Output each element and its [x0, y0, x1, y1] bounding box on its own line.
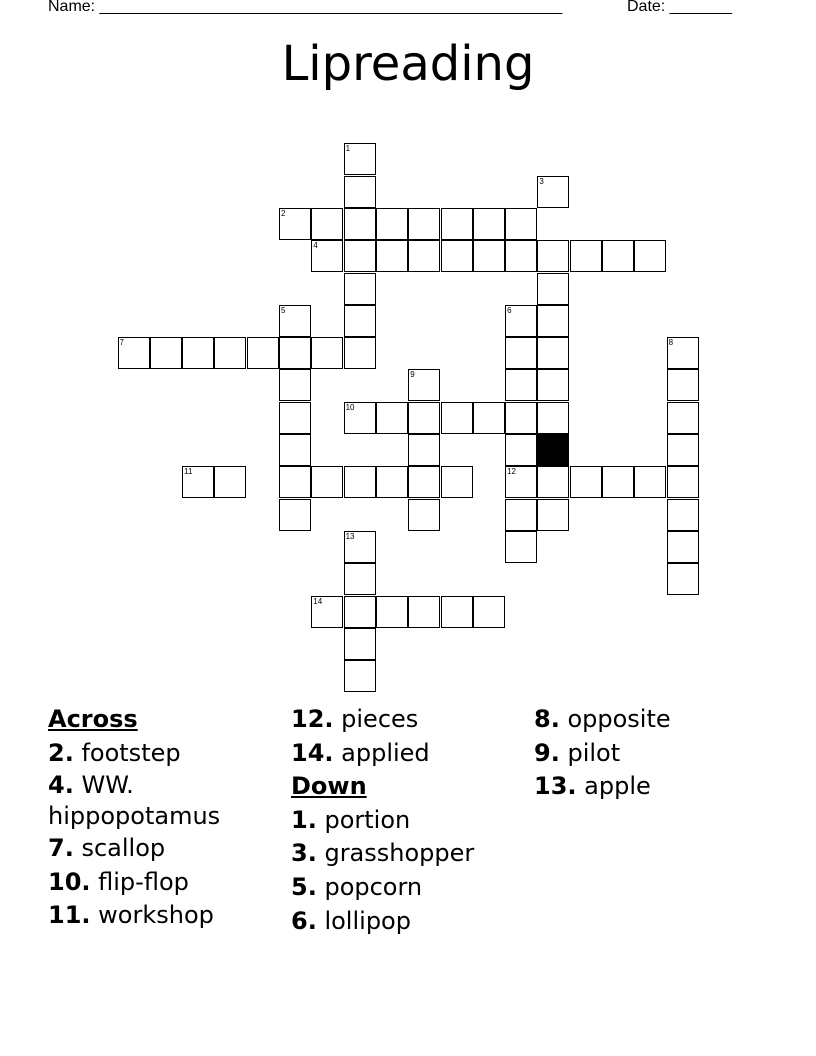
- clue-item: [291, 871, 531, 905]
- grid-cell[interactable]: [311, 466, 343, 498]
- grid-cell[interactable]: [279, 208, 311, 240]
- clue-num: 4.: [48, 771, 74, 800]
- grid-cell[interactable]: [376, 596, 408, 628]
- grid-cell[interactable]: [408, 402, 440, 434]
- grid-cell[interactable]: [441, 466, 473, 498]
- grid-cell[interactable]: [344, 176, 376, 208]
- clue-number: 10: [345, 402, 355, 412]
- grid-cell[interactable]: [441, 596, 473, 628]
- grid-cell[interactable]: [408, 369, 440, 401]
- clue-text: workshop: [90, 901, 214, 930]
- grid-cell[interactable]: [408, 240, 440, 272]
- grid-cell[interactable]: [344, 240, 376, 272]
- clue-item: [48, 899, 268, 933]
- grid-cell[interactable]: [537, 273, 569, 305]
- grid-cell[interactable]: [182, 337, 214, 369]
- clue-text: grasshopper: [316, 839, 475, 868]
- clue-num: 9.: [534, 738, 560, 767]
- grid-cell[interactable]: [150, 337, 182, 369]
- clue-text: lollipop: [316, 906, 411, 935]
- grid-cell[interactable]: [505, 305, 537, 337]
- clue-number: 5: [281, 305, 286, 315]
- grid-cell[interactable]: [505, 434, 537, 466]
- grid-cell[interactable]: [408, 596, 440, 628]
- clue-item: [534, 737, 774, 771]
- grid-cell[interactable]: [311, 596, 343, 628]
- grid-cell[interactable]: [344, 337, 376, 369]
- grid-cell[interactable]: [667, 563, 699, 595]
- grid-cell[interactable]: [473, 240, 505, 272]
- grid-cell[interactable]: [441, 240, 473, 272]
- grid-cell[interactable]: [505, 402, 537, 434]
- grid-cell[interactable]: [344, 466, 376, 498]
- clue-num: 6.: [291, 906, 317, 935]
- grid-cell[interactable]: [441, 402, 473, 434]
- grid-cell[interactable]: [667, 499, 699, 531]
- clue-item: [534, 770, 774, 804]
- grid-cell[interactable]: [279, 337, 311, 369]
- grid-cell[interactable]: [634, 240, 666, 272]
- clue-heading: Down: [291, 772, 367, 801]
- grid-cell[interactable]: [505, 499, 537, 531]
- grid-cell[interactable]: [118, 337, 150, 369]
- grid-cell[interactable]: [441, 208, 473, 240]
- grid-cell[interactable]: [408, 499, 440, 531]
- grid-cell[interactable]: [667, 466, 699, 498]
- grid-cell[interactable]: [408, 434, 440, 466]
- grid-cell[interactable]: [505, 531, 537, 563]
- clue-text: footstep: [73, 738, 181, 767]
- clue-column-1: [48, 703, 268, 933]
- clue-number: 13: [345, 531, 355, 541]
- clue-number: 4: [313, 241, 318, 251]
- clue-item: [48, 832, 268, 866]
- clue-number: 6: [507, 305, 512, 315]
- grid-cell[interactable]: [537, 240, 569, 272]
- name-field-line: Name: ____________________________________________________: [48, 0, 563, 15]
- grid-cell[interactable]: [408, 208, 440, 240]
- clue-number: 9: [410, 370, 415, 380]
- grid-cell[interactable]: [344, 208, 376, 240]
- date-field-line: Date: _______: [627, 0, 732, 15]
- grid-cell[interactable]: [505, 466, 537, 498]
- grid-cell[interactable]: [279, 499, 311, 531]
- grid-cell[interactable]: [537, 176, 569, 208]
- grid-cell[interactable]: [311, 337, 343, 369]
- grid-cell[interactable]: [537, 466, 569, 498]
- grid-cell[interactable]: [344, 143, 376, 175]
- grid-cell[interactable]: [311, 208, 343, 240]
- grid-cell[interactable]: [570, 240, 602, 272]
- grid-cell[interactable]: [376, 402, 408, 434]
- grid-cell[interactable]: [602, 466, 634, 498]
- clue-text: pieces: [333, 705, 419, 733]
- grid-cell[interactable]: [279, 402, 311, 434]
- grid-cell[interactable]: [344, 273, 376, 305]
- grid-cell[interactable]: [473, 596, 505, 628]
- clue-num: 12.: [291, 705, 334, 733]
- clue-text: popcorn: [316, 872, 423, 901]
- clue-num: 11.: [48, 901, 91, 930]
- clue-item: [48, 866, 268, 900]
- grid-cell[interactable]: [376, 466, 408, 498]
- clue-item: [291, 703, 531, 737]
- clue-item: [291, 837, 531, 871]
- clue-num: 14.: [291, 738, 334, 767]
- grid-cell[interactable]: [247, 337, 279, 369]
- grid-cell[interactable]: [570, 466, 602, 498]
- clue-number: 2: [281, 208, 286, 218]
- clue-number: 1: [345, 144, 351, 154]
- clue-item: [291, 905, 531, 939]
- grid-cell[interactable]: [505, 208, 537, 240]
- grid-cell[interactable]: [376, 208, 408, 240]
- clue-text: flip-flop: [90, 867, 189, 896]
- grid-cell[interactable]: [408, 466, 440, 498]
- grid-cell[interactable]: [667, 402, 699, 434]
- grid-cell[interactable]: [473, 208, 505, 240]
- grid-cell[interactable]: [344, 628, 376, 660]
- grid-cell[interactable]: [344, 596, 376, 628]
- grid-cell[interactable]: [344, 660, 376, 692]
- grid-cell[interactable]: [667, 434, 699, 466]
- clue-num: 8.: [534, 705, 560, 733]
- clue-number: 3: [539, 176, 544, 186]
- clue-num: 7.: [48, 834, 74, 863]
- clue-num: 1.: [291, 805, 317, 834]
- grid-cell[interactable]: [214, 337, 246, 369]
- grid-cell[interactable]: [473, 402, 505, 434]
- grid-cell[interactable]: [537, 305, 569, 337]
- clue-item: [48, 770, 268, 832]
- grid-cell[interactable]: [667, 369, 699, 401]
- grid-cell[interactable]: [279, 434, 311, 466]
- clue-number: 11: [184, 467, 193, 477]
- clue-item: [291, 804, 531, 838]
- grid-cell[interactable]: [182, 466, 214, 498]
- grid-cell[interactable]: [279, 305, 311, 337]
- grid-cell[interactable]: [344, 402, 376, 434]
- clue-text: applied: [333, 738, 430, 767]
- clue-number: 12: [507, 467, 516, 477]
- clue-text: apple: [576, 772, 651, 801]
- clue-number: 7: [119, 338, 124, 348]
- grid-cell[interactable]: [667, 531, 699, 563]
- grid-cell[interactable]: [537, 337, 569, 369]
- grid-cell[interactable]: [279, 369, 311, 401]
- clue-num: 2.: [48, 738, 74, 767]
- clue-column-2: [291, 703, 531, 938]
- grid-cell[interactable]: [344, 563, 376, 595]
- clue-item: [534, 703, 774, 737]
- grid-cell[interactable]: [505, 240, 537, 272]
- grid-cell[interactable]: [344, 531, 376, 563]
- clue-column-3: [534, 703, 774, 804]
- clue-num: 3.: [291, 839, 317, 868]
- grid-cell[interactable]: [279, 466, 311, 498]
- clue-number: 14: [313, 596, 323, 606]
- clue-text: scallop: [73, 834, 166, 863]
- clue-text: WW. hippopotamus: [48, 771, 221, 831]
- grid-cell[interactable]: [634, 466, 666, 498]
- clue-heading: Across: [48, 705, 138, 733]
- clue-text: portion: [316, 805, 411, 834]
- grid-cell[interactable]: [537, 369, 569, 401]
- clue-num: 10.: [48, 867, 91, 896]
- clue-num: 5.: [291, 872, 317, 901]
- grid-cell[interactable]: [311, 240, 343, 272]
- grid-cell[interactable]: [214, 466, 246, 498]
- clue-number: 8: [668, 338, 674, 348]
- page-title: Lipreading: [281, 36, 535, 92]
- black-cell: [537, 434, 569, 466]
- grid-cell[interactable]: [344, 305, 376, 337]
- grid-cell[interactable]: [537, 402, 569, 434]
- grid-cell[interactable]: [537, 499, 569, 531]
- grid-cell[interactable]: [505, 337, 537, 369]
- clue-item: [48, 737, 268, 771]
- grid-cell[interactable]: [667, 337, 699, 369]
- grid-cell[interactable]: [376, 240, 408, 272]
- clue-num: 13.: [534, 772, 577, 801]
- clue-item: [291, 737, 531, 771]
- grid-cell[interactable]: [602, 240, 634, 272]
- clue-text: opposite: [559, 705, 671, 733]
- grid-cell[interactable]: [505, 369, 537, 401]
- clue-text: pilot: [559, 738, 621, 767]
